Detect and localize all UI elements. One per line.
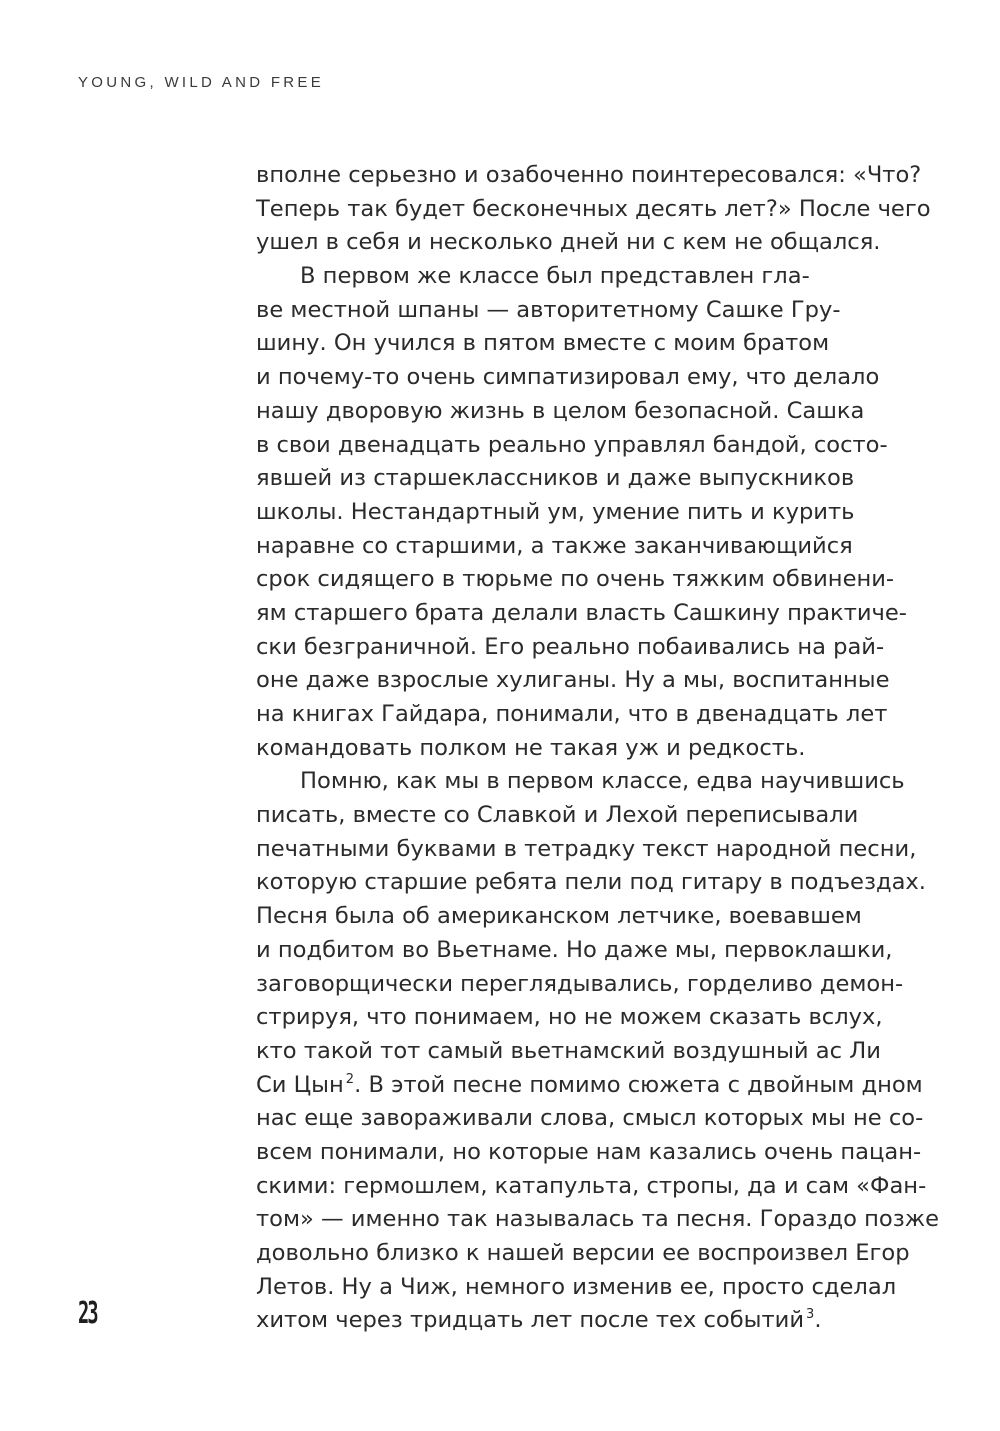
text-line-main: В первом же классе был представлен гла- — [300, 263, 810, 290]
text-line — [256, 462, 936, 496]
text-line-main: кто такой тот самый вьетнамский воздушный ас Ли — [256, 1037, 881, 1064]
text-line — [256, 1170, 936, 1204]
text-line — [256, 1304, 936, 1338]
text-line — [256, 664, 936, 698]
body-text — [256, 159, 939, 1338]
text-line-main: наравне со старшими, а также заканчивающийся — [256, 532, 853, 559]
text-line-main: школы. Нестандартный ум, умение пить и курить — [256, 498, 855, 525]
text-line-main: Песня была об американском летчике, воевавшем — [256, 903, 862, 930]
text-line — [256, 1001, 936, 1035]
text-line — [256, 294, 936, 328]
text-line — [256, 968, 936, 1002]
text-line — [256, 934, 936, 968]
text-line — [256, 597, 936, 631]
text-line-main: Помню, как мы в первом классе, едва научившись — [300, 768, 905, 795]
page-number: 23 — [78, 1296, 97, 1331]
text-line — [256, 900, 936, 934]
text-line — [256, 1035, 936, 1069]
footnote-ref: 3 — [806, 1307, 815, 1323]
text-line-main: Летов. Ну а Чиж, немного изменив ее, просто сделал — [256, 1273, 897, 1300]
text-line — [256, 496, 936, 530]
text-line — [256, 193, 936, 227]
text-line-main: хитом через тридцать лет после тех событий — [256, 1307, 805, 1334]
text-line-main: довольно близко к нашей версии ее воспроизвел Егор — [256, 1240, 910, 1266]
text-line — [256, 159, 936, 193]
text-line-main: нашу дворовую жизнь в целом безопасной. Сашка — [256, 397, 865, 424]
text-line-main: вполне серьезно и озабоченно поинтересовался: «Что? — [256, 162, 922, 188]
text-line-main: срок сидящего в тюрьме по очень тяжким обвинени- — [256, 566, 895, 593]
text-line — [256, 1102, 936, 1136]
text-line-main: шину. Он учился в пятом вместе с моим братом — [256, 330, 830, 357]
text-line-main: оне даже взрослые хулиганы. Ну а мы, воспитанные — [256, 667, 890, 694]
text-line-main: печатными буквами в тетрадку текст народной песни, — [256, 835, 917, 862]
text-line-main: и подбитом во Вьетнаме. Но даже мы, первоклашки, — [256, 936, 893, 963]
text-line — [256, 530, 936, 564]
text-line-main: явшей из старшеклассников и даже выпускников — [256, 465, 855, 492]
text-line-main: которую старшие ребята пели под гитару в подъездах. — [256, 869, 926, 896]
text-line-main: командовать полком не такая уж и редкость. — [256, 734, 806, 761]
text-line — [256, 799, 936, 833]
text-line — [256, 563, 936, 597]
text-line-main: том» — именно так называлась та песня. Гораздо позже — [256, 1206, 939, 1233]
text-line-main: и почему-то очень симпатизировал ему, что делало — [256, 364, 880, 391]
text-line — [256, 1237, 936, 1271]
text-line — [256, 1203, 939, 1237]
text-line-main: ушел в себя и несколько дней ни с кем не общался. — [256, 229, 881, 256]
text-line — [256, 765, 936, 799]
text-line-main: заговорщически переглядывались, горделиво демон- — [256, 970, 904, 997]
text-line-main: нас еще завораживали слова, смысл которых мы не со- — [256, 1105, 924, 1132]
text-line-main: на книгах Гайдара, понимали, что в двенадцать лет — [256, 701, 888, 727]
text-line — [256, 395, 936, 429]
text-line — [256, 1271, 936, 1305]
text-line — [256, 631, 936, 665]
text-line — [256, 833, 936, 867]
text-line-main: Теперь так будет бесконечных десять лет?» После чего — [256, 195, 931, 222]
text-line-main: всем понимали, но которые нам казались очень пацан- — [256, 1138, 922, 1165]
text-line-main: скими: гермошлем, катапульта, стропы, да и сам «Фан- — [256, 1172, 927, 1199]
text-line-rest: . — [814, 1307, 822, 1334]
text-line-main: в свои двенадцать реально управлял бандой, состо- — [256, 431, 888, 458]
running-head: YOUNG, WILD AND FREE — [78, 74, 325, 91]
text-line — [256, 732, 936, 766]
text-line-main: ям старшего брата делали власть Сашкину практиче- — [256, 599, 907, 626]
text-line-main: писать, вместе со Славкой и Лехой переписывали — [256, 802, 859, 829]
text-line-main: стрируя, что понимаем, но не можем сказать вслух, — [256, 1004, 883, 1031]
text-line — [256, 1069, 936, 1103]
footnote-ref: 2 — [345, 1071, 355, 1087]
text-line — [256, 1136, 936, 1170]
text-line-rest: . В этой песне помимо сюжета с двойным дном — [354, 1071, 923, 1098]
text-line — [256, 226, 936, 260]
text-line — [256, 327, 936, 361]
text-line — [256, 361, 936, 395]
text-line-main: ве местной шпаны — авторитетному Сашке Гру- — [256, 296, 841, 323]
text-line — [256, 866, 936, 900]
text-line-main: ски безграничной. Его реально побаивались на рай- — [256, 633, 885, 660]
text-line — [256, 698, 936, 732]
text-line — [256, 429, 936, 463]
text-line — [256, 260, 936, 294]
text-line-main: Си Цын — [256, 1071, 344, 1098]
